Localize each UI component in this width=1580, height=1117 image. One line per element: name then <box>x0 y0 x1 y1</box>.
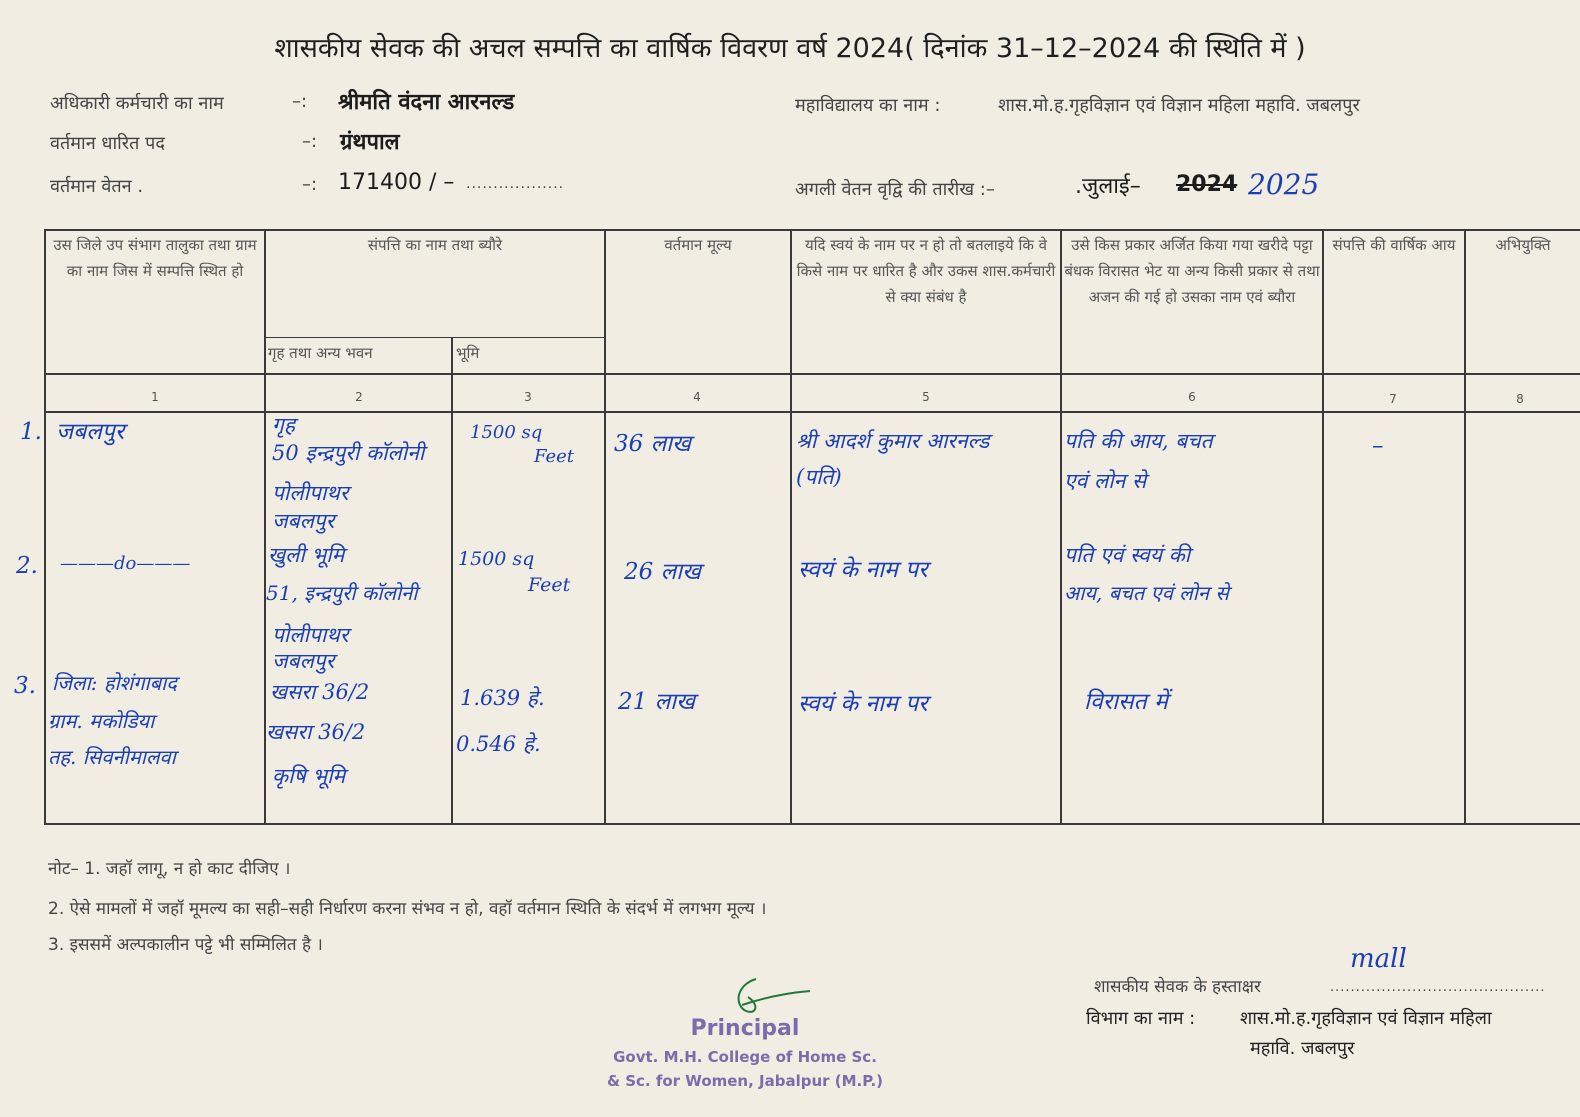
row-land-line: Feet <box>534 446 575 467</box>
header-remarks: अभियुक्ति <box>1495 236 1551 254</box>
header-value: वर्तमान मूल्य <box>664 236 732 254</box>
row-building-line: 51, इन्द्रपुरी कॉलोनी <box>266 581 418 605</box>
row-serial: 2. <box>16 553 38 579</box>
header-property: संपत्ति का नाम तथा ब्यौरे <box>367 236 503 254</box>
increment-month: .जुलाई– <box>1075 174 1141 199</box>
row-building-line: कृषि भूमि <box>272 764 346 788</box>
header-land: भूमि <box>456 344 480 362</box>
row-building-line: 50 इन्द्रपुरी कॉलोनी <box>272 441 425 465</box>
table-bottom-border <box>44 823 1580 825</box>
name-separator: –: <box>292 91 308 112</box>
row-location-line: ग्राम. मकोडिया <box>48 709 155 733</box>
college-value: शास.मो.ह.गृहविज्ञान एवं विज्ञान महिला महावि. जबलपुर <box>998 95 1360 116</box>
college-label: महाविद्यालय का नाम : <box>795 95 941 116</box>
header-location: उस जिले उप संभाग तालुका तथा ग्राम का नाम जिस में सम्पत्ति स्थित हो <box>53 236 257 280</box>
stamp-line: Govt. M.H. College of Home Sc. <box>613 1048 877 1066</box>
row-location: ———do——— <box>60 553 191 574</box>
row-acquired-line: आय, बचत एवं लोन से <box>1064 581 1229 605</box>
post-label: वर्तमान धारित पद <box>50 133 165 154</box>
row-serial: 3. <box>14 673 36 699</box>
row-building-line: खसरा 36/2 <box>270 680 370 704</box>
col-line-6 <box>1322 229 1324 825</box>
subheader-line <box>265 337 605 338</box>
note-line: 3. इससमें अल्पकालीन पट्टे भी सम्मिलित है । <box>48 935 323 955</box>
col-number: 5 <box>922 390 930 404</box>
col-number: 6 <box>1188 390 1196 404</box>
col-number: 4 <box>693 390 701 404</box>
header-annual-income: संपत्ति की वार्षिक आय <box>1332 236 1456 254</box>
post-value: ग्रंथपाल <box>340 130 400 155</box>
header-bottom-line <box>44 373 1580 375</box>
salary-separator: –: <box>302 174 318 195</box>
col-line-4 <box>790 229 792 825</box>
row-income: – <box>1372 433 1384 459</box>
row-land-line: 1.639 हे. <box>460 686 545 710</box>
col-line-0 <box>44 229 46 825</box>
signature-dots: .......................................... <box>1330 980 1546 995</box>
row-building-line: गृह <box>272 413 295 437</box>
increment-label: अगली वेतन वृद्वि की तारीख :– <box>795 179 995 200</box>
department-value: शास.मो.ह.गृहविज्ञान एवं विज्ञान महिला <box>1240 1008 1492 1029</box>
table-top-border <box>44 229 1580 231</box>
row-acquired-line: एवं लोन से <box>1064 469 1147 493</box>
col-number: 8 <box>1516 392 1524 406</box>
note-line: 2. ऐसे मामलों में जहॉ मूमल्य का सही–सही निर्धारण करना संभव न हो, वहॉ वर्तमान स्थिति के संदर्भ में लगभग मूल्य । <box>48 899 767 919</box>
row-acquired-line: पति एवं स्वयं की <box>1064 543 1191 567</box>
row-acquired-line: पति की आय, बचत <box>1064 429 1213 453</box>
row-name-relation-line: श्री आदर्श कुमार आरनल्ड <box>796 429 990 453</box>
employee-name: श्रीमति वंदना आरनल्ड <box>338 90 515 115</box>
row-building-line: जबलपुर <box>272 509 335 533</box>
row-building-line: पोलीपाथर <box>272 481 349 505</box>
salary-value: 171400 / – <box>338 170 455 195</box>
increment-new-year: 2025 <box>1248 168 1320 201</box>
stamp-line: & Sc. for Women, Jabalpur (M.P.) <box>606 1072 884 1090</box>
row-value: 26 लाख <box>624 559 701 585</box>
row-name-relation-line: (पति) <box>796 465 842 489</box>
col-number: 2 <box>355 390 363 404</box>
row-building-line: पोलीपाथर <box>272 623 349 647</box>
name-label: अधिकारी कर्मचारी का नाम <box>50 93 224 114</box>
col-line-3 <box>604 229 606 825</box>
row-location-line: जिला: होशंगाबाद <box>52 671 177 695</box>
row-land-line: Feet <box>528 574 571 596</box>
row-value: 21 लाख <box>618 689 695 715</box>
employee-signature: mall <box>1350 944 1407 974</box>
row-name-relation-line: स्वयं के नाम पर <box>798 691 928 717</box>
row-serial: 1. <box>20 419 42 445</box>
row-building-line: खसरा 36/2 <box>266 720 366 744</box>
row-value: 36 लाख <box>614 431 691 457</box>
col-number: 1 <box>151 390 159 404</box>
signature-label: शासकीय सेवक के हस्ताक्षर <box>1094 977 1261 997</box>
row-building-line: खुली भूमि <box>268 543 345 567</box>
stamp-title: Principal <box>690 1016 800 1041</box>
col-line-7 <box>1464 229 1466 825</box>
form-title: शासकीय सेवक की अचल सम्पत्ति का वार्षिक विवरण वर्ष 2024( दिनांक 31–12–2024 की स्थिति में ) <box>274 33 1306 64</box>
row-land-line: 1500 sq <box>458 548 535 570</box>
note-line: नोट– 1. जहॉ लागू, न हो काट दीजिए । <box>48 859 291 879</box>
col-line-5 <box>1060 229 1062 825</box>
header-acquired: उसे किस प्रकार अर्जित किया गया खरीदे पट्टा बंधक विरासत भेट या अन्य किसी प्रकार से तथा अजन की गई हो उसका नाम एवं ब्यौरा <box>1064 236 1320 306</box>
col-line-2 <box>451 337 453 825</box>
row-land-line: 1500 sq <box>470 422 543 443</box>
row-acquired-line: विरासत में <box>1084 689 1168 715</box>
increment-old-year: 2024 <box>1176 172 1238 197</box>
salary-dots: .................. <box>466 176 565 192</box>
row-land-line: 0.546 हे. <box>456 732 541 756</box>
header-name-relation: यदि स्वयं के नाम पर न हो तो बतलाइये कि वे किसे नाम पर धारित है और उकस शास.कर्मचारी से क्या संबंध है <box>796 236 1056 306</box>
salary-label: वर्तमान वेतन . <box>50 176 144 197</box>
department-value-line2: महावि. जबलपुर <box>1250 1038 1355 1059</box>
row-location: जबलपुर <box>56 419 125 445</box>
post-separator: –: <box>302 131 318 152</box>
header-building: गृह तथा अन्य भवन <box>268 344 373 362</box>
row-name-relation-line: स्वयं के नाम पर <box>798 557 928 583</box>
row-building-line: जबलपुर <box>272 649 335 673</box>
col-number: 7 <box>1389 392 1397 406</box>
department-label: विभाग का नाम : <box>1086 1008 1196 1029</box>
col-number: 3 <box>524 390 532 404</box>
row-location-line: तह. सिवनीमालवा <box>48 745 176 769</box>
